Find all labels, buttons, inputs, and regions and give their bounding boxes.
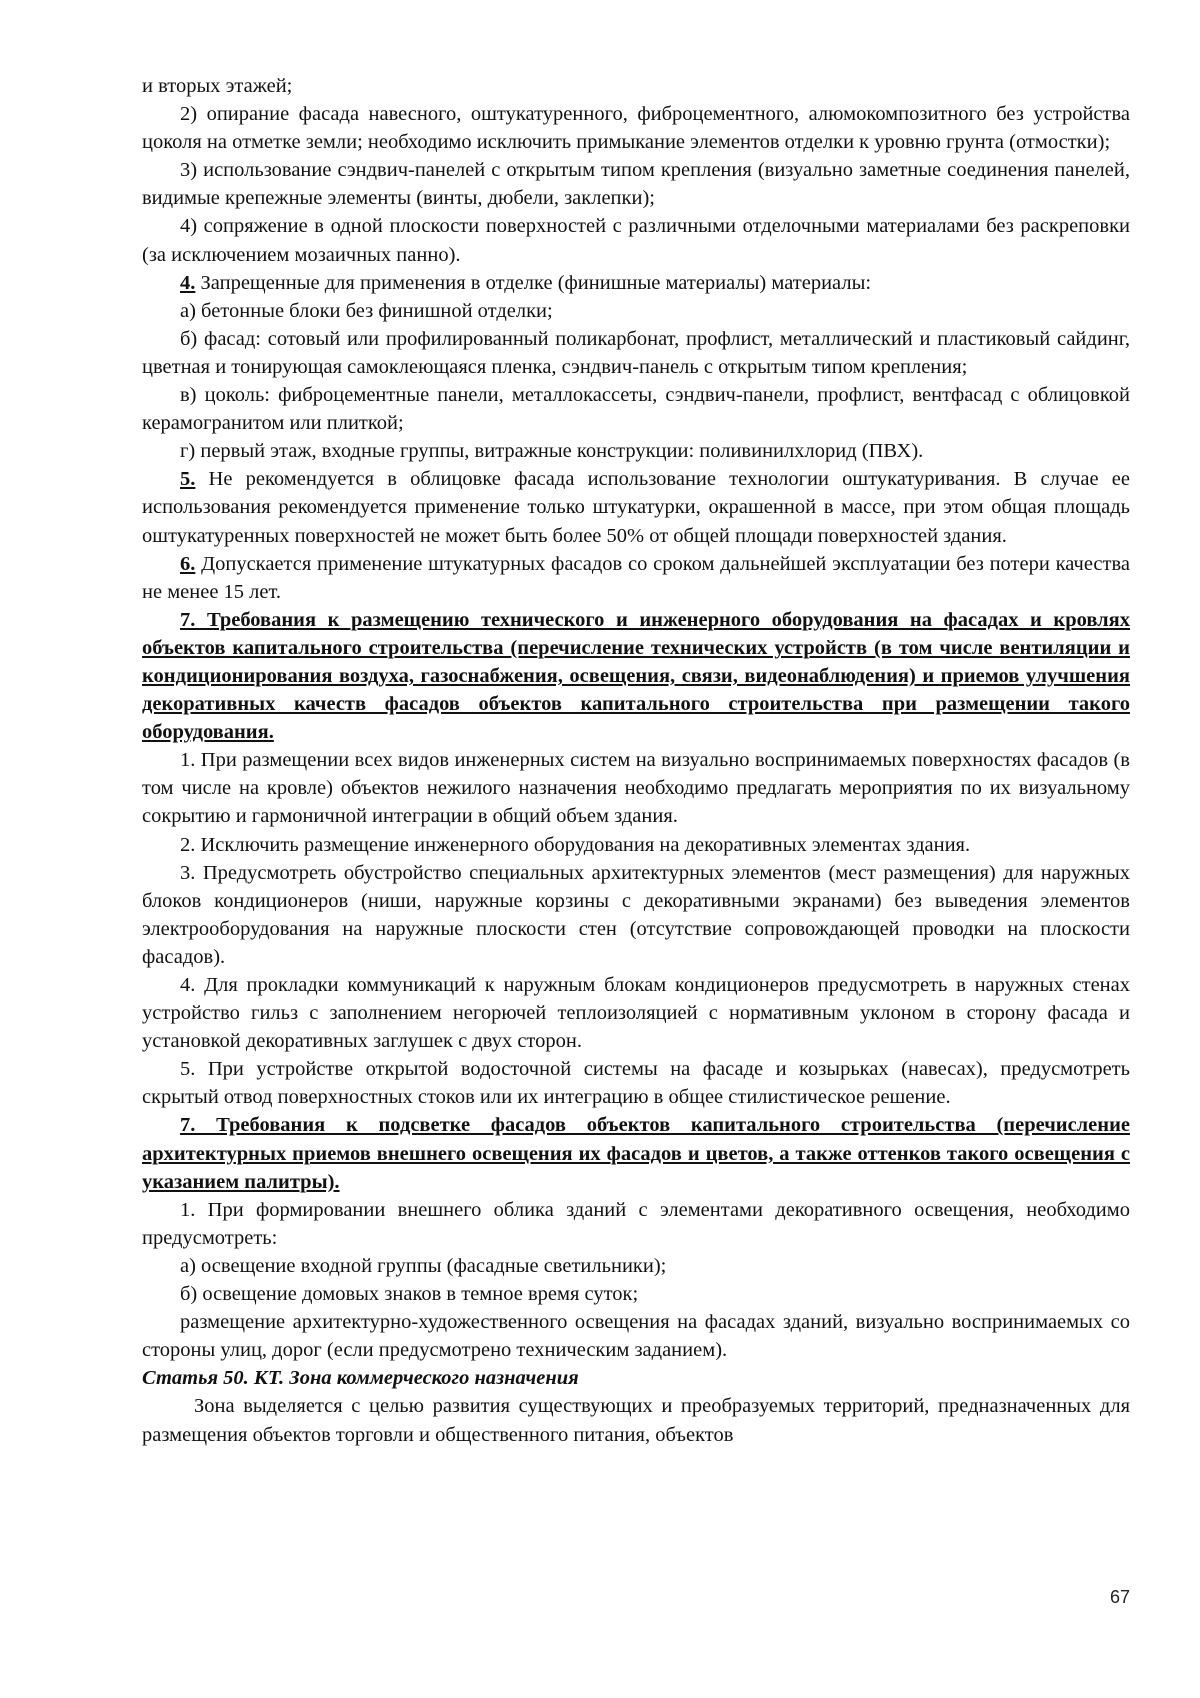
paragraph: г) первый этаж, входные группы, витражные конструкции: поливинилхлорид (ПВХ).: [180, 440, 924, 463]
paragraph-text: Допускается применение штукатурных фасадов со сроком дальнейшей эксплуатации без потери качества не менее 15 лет.: [142, 552, 1130, 603]
item-number: 5.: [180, 468, 196, 491]
paragraph: 4) сопряжение в одной плоскости поверхностей с различными отделочными материалами без раскреповки (за исключением мозаичных панно).: [142, 215, 1130, 266]
section-heading: 7. Требования к подсветке фасадов объектов капитального строительства (перечисление архитектурных приемов внешнего освещения их фасадов и цветов, а также оттенков такого освещения с указанием палитры).: [142, 1114, 1130, 1193]
paragraph: б) освещение домовых знаков в темное время суток;: [180, 1283, 639, 1306]
article-heading: Статья 50. КТ. Зона коммерческого назначения: [142, 1367, 579, 1390]
paragraph: 3) использование сэндвич-панелей с открытым типом крепления (визуально заметные соединения панелей, видимые крепежные элементы (винты, дюбели, заклепки);: [142, 159, 1130, 210]
page-number: 67: [1110, 1587, 1131, 1607]
item-number: 4.: [180, 271, 196, 294]
paragraph: 4. Для прокладки коммуникаций к наружным блокам кондиционеров предусмотреть в наружных стенах устройство гильз с заполнением негорючей теплоизоляцией с нормативным уклоном в сторону фасада и установкой декоративных заглушек с двух сторон.: [142, 974, 1130, 1053]
item-number: 6.: [180, 552, 196, 575]
paragraph-text: Не рекомендуется в облицовке фасада использование технологии оштукатуривания. В случае ее использования рекомендуется применение только штукатурки, окрашенной в массе, при этом общая площадь оштукатуренных поверхностей не может быть более 50% от общей площади поверхностей здания.: [142, 468, 1130, 547]
paragraph: 5. При устройстве открытой водосточной системы на фасаде и козырьках (навесах), предусмотреть скрытый отвод поверхностных стоков или их интеграцию в общее стилистическое решение.: [142, 1058, 1130, 1109]
paragraph: 2) опирание фасада навесного, оштукатуренного, фиброцементного, алюмокомпозитного без устройства цоколя на отметке земли; необходимо исключить примыкание элементов отделки к уровню грунта (отмостки);: [142, 103, 1130, 154]
paragraph: а) бетонные блоки без финишной отделки;: [180, 299, 553, 322]
section-heading: 7. Требования к размещению технического и инженерного оборудования на фасадах и кровлях объектов капитального строительства (перечисление технических устройств (в том числе вентиляции и кондиционирования воздуха, газоснабжения, освещения, связи, видеонаблюдения) и приемов улучшения декоративных качеств фасадов объектов капитального строительства при размещении такого оборудования.: [142, 608, 1130, 744]
paragraph: б) фасад: сотовый или профилированный поликарбонат, профлист, металлический и пластиковый сайдинг, цветная и тонирующая самоклеющаяся пленка, сэндвич-панель с открытым типом крепления;: [142, 327, 1130, 378]
paragraph: 3. Предусмотреть обустройство специальных архитектурных элементов (мест размещения) для наружных блоков кондиционеров (ниши, наружные корзины с декоративными экранами) без выведения элементов электрооборудования на наружные плоскости стен (отсутствие сопровождающей проводки на плоскости фасадов).: [142, 861, 1130, 968]
paragraph: размещение архитектурно-художественного освещения на фасадах зданий, визуально воспринимаемых со стороны улиц, дорог (если предусмотрено техническим заданием).: [142, 1311, 1130, 1362]
document-body: [142, 72, 1130, 1449]
paragraph: [142, 550, 1130, 606]
paragraph: 1. При формировании внешнего облика зданий с элементами декоративного освещения, необходимо предусмотреть:: [142, 1198, 1130, 1249]
paragraph: 2. Исключить размещение инженерного оборудования на декоративных элементах здания.: [180, 833, 971, 856]
paragraph-text: Запрещенные для применения в отделке (финишные материалы) материалы:: [195, 271, 872, 294]
paragraph: [142, 465, 1130, 549]
paragraph: в) цоколь: фиброцементные панели, металлокассеты, сэндвич-панели, профлист, вентфасад с облицовкой керамогранитом или плиткой;: [142, 384, 1130, 435]
paragraph: 1. При размещении всех видов инженерных систем на визуально воспринимаемых поверхностях фасадов (в том числе на кровле) объектов нежилого назначения необходимо предлагать мероприятия по их визуальному сокрытию и гармоничной интеграции в общий объем здания.: [142, 749, 1130, 828]
paragraph: Зона выделяется с целью развития существующих и преобразуемых территорий, предназначенных для размещения объектов торговли и общественного питания, объектов: [142, 1395, 1130, 1446]
paragraph: а) освещение входной группы (фасадные светильники);: [180, 1254, 667, 1277]
paragraph: [142, 269, 1130, 297]
paragraph: и вторых этажей;: [142, 75, 293, 97]
